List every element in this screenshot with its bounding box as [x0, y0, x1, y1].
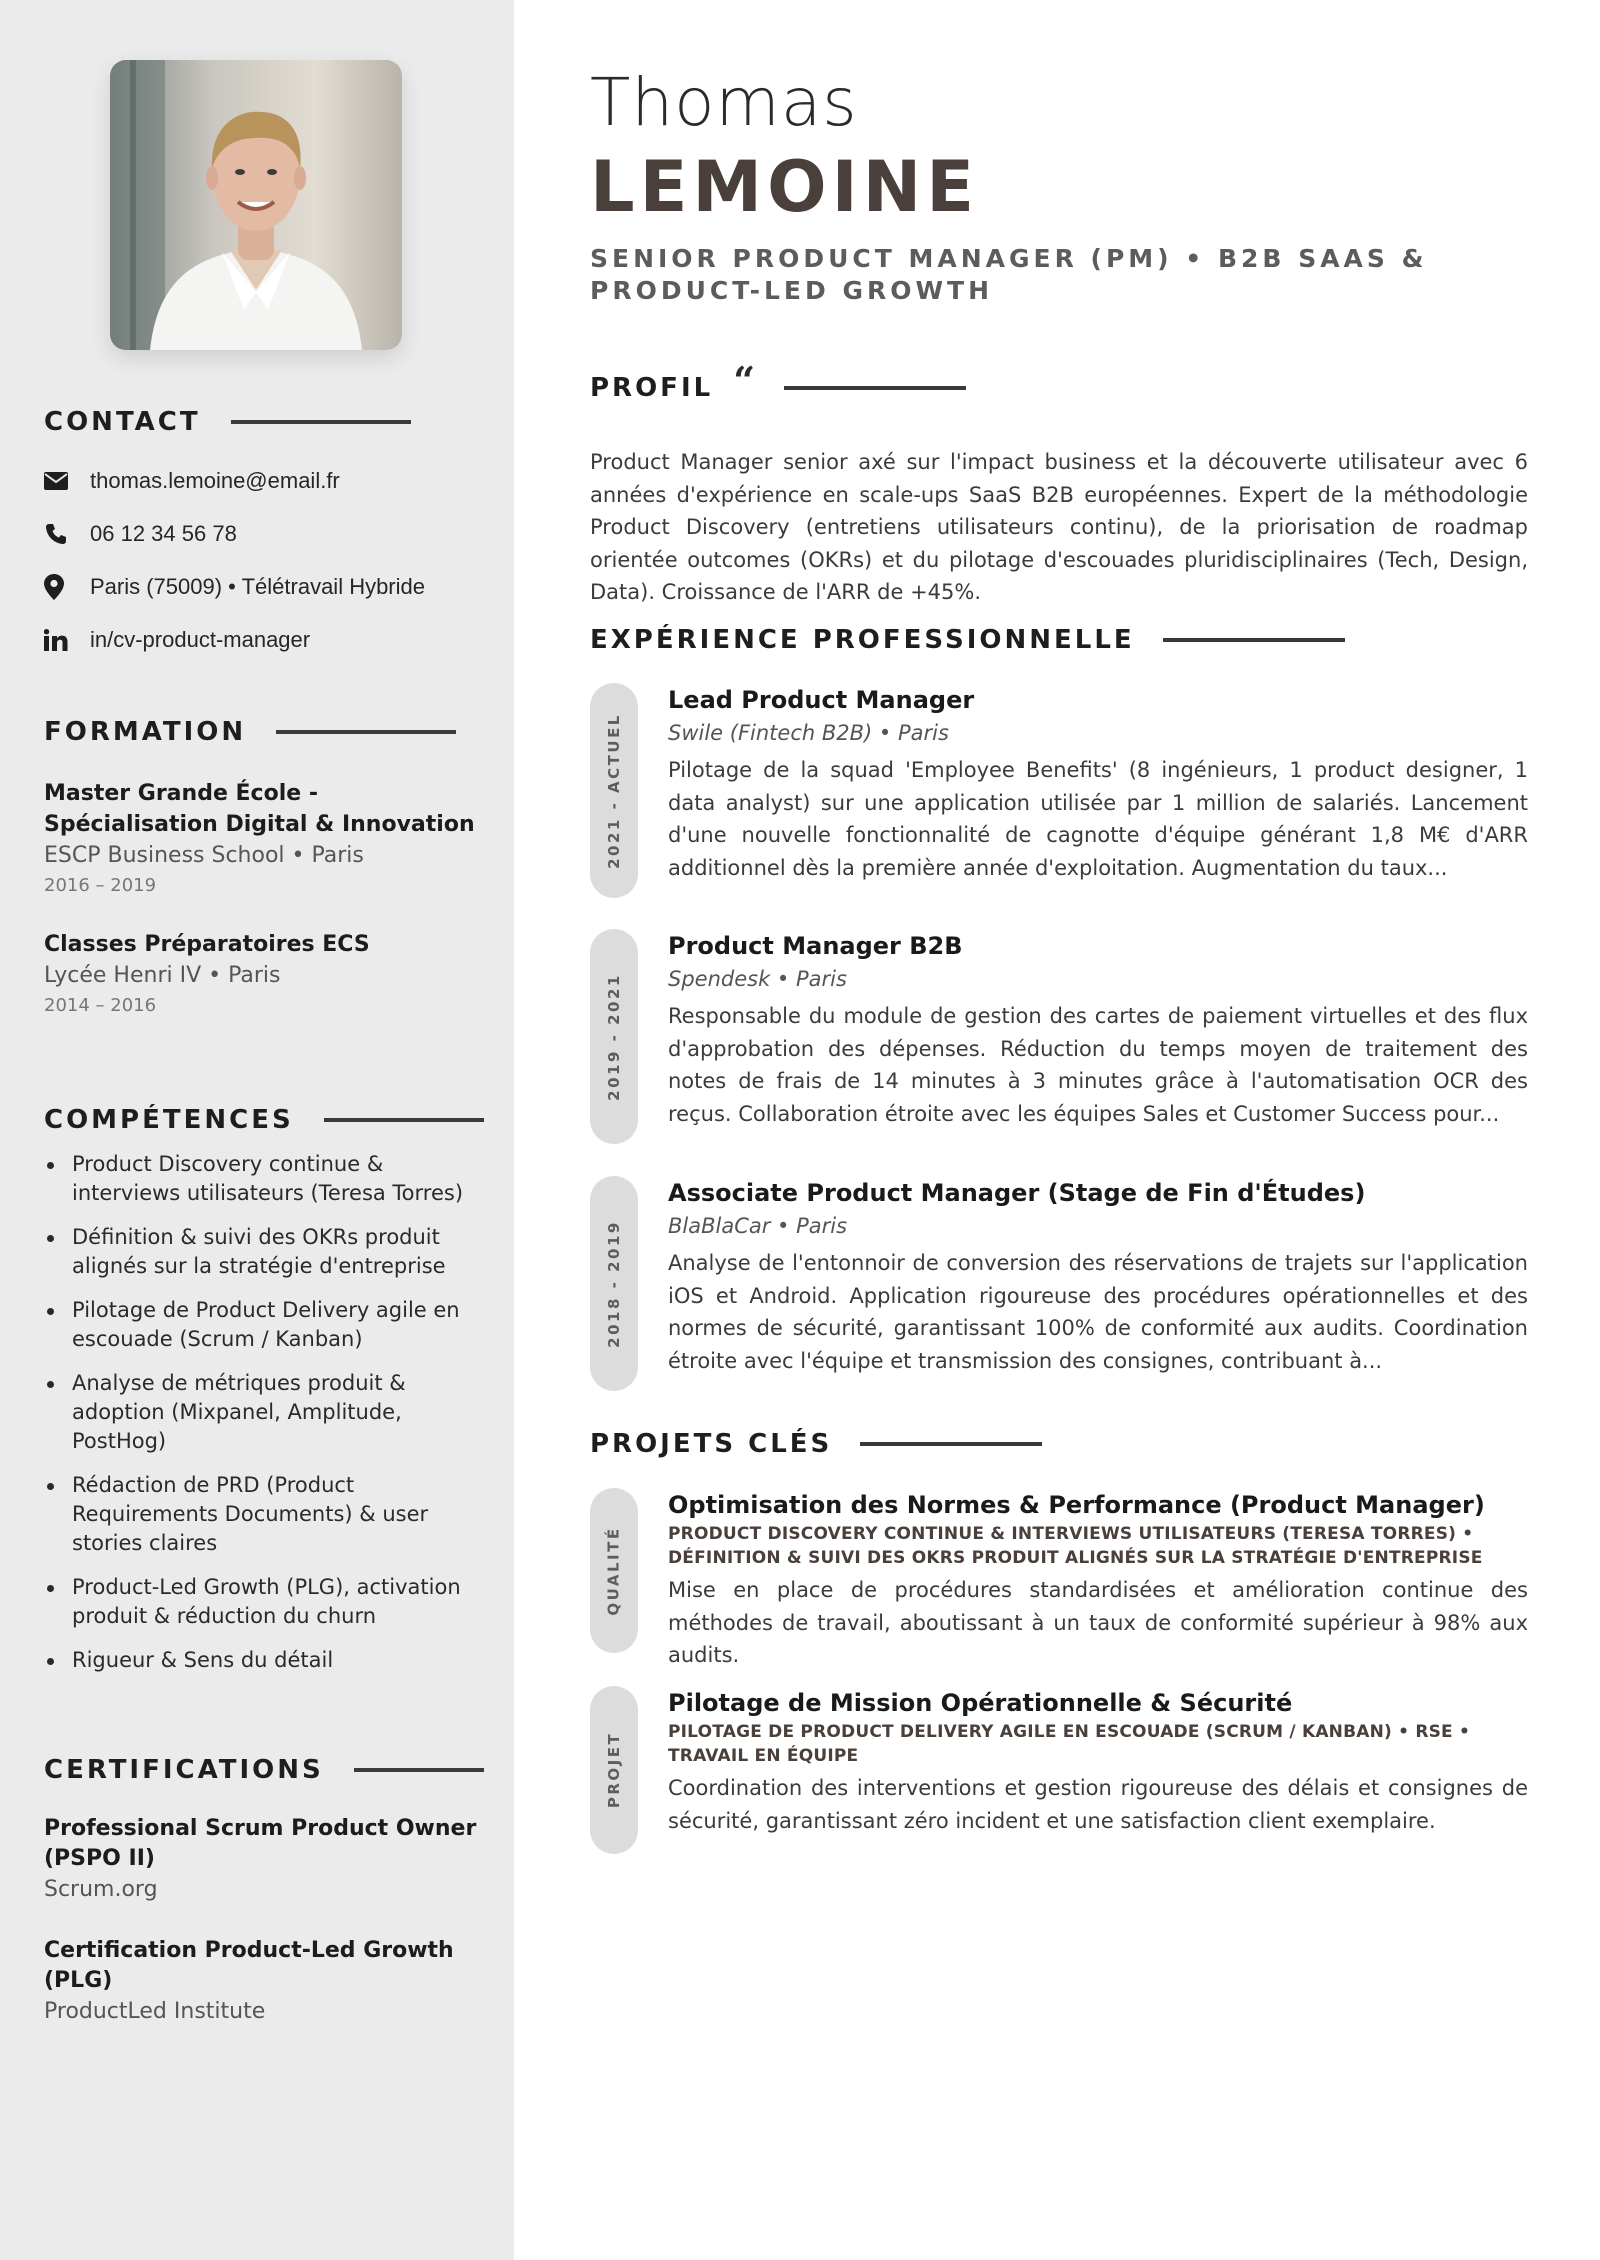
- education-item: [44, 778, 484, 901]
- company-name: BlaBlaCar • Paris: [668, 1214, 848, 1238]
- formation-heading-text: FORMATION: [44, 717, 247, 747]
- job-description: Responsable du module de gestion des cartes de paiement virtuelles et des flux d'approbation des dépenses. Réduction du temps moyen de traitement des notes de frais de 14 minutes à 3 minutes grâce à l'automatisation OCR des reçus. Collaboration étroite avec les équipes Sales et Customer Success pour...: [668, 1004, 1528, 1126]
- contact-email[interactable]: [44, 454, 484, 507]
- heading-rule: [231, 420, 411, 424]
- certifications-section: [44, 1750, 484, 2058]
- heading-rule: [784, 386, 966, 390]
- certification-title: Professional Scrum Product Owner (PSPO II): [44, 1816, 477, 1871]
- projects-heading-text: PROJETS CLÉS: [590, 1429, 833, 1459]
- quote-icon: “: [733, 357, 759, 403]
- period-label: 2021 - ACTUEL: [605, 712, 624, 869]
- project-keywords: PRODUCT DISCOVERY CONTINUE & INTERVIEWS UTILISATEURS (TERESA TORRES) • DÉFINITION & SUIVI DES OKRS PRODUIT ALIGNÉS SUR LA STRATÉGIE D'ENTREPRISE: [668, 1524, 1483, 1568]
- heading-rule: [276, 730, 456, 734]
- project-tag-pill: [590, 1488, 638, 1653]
- phone-icon: [44, 522, 90, 546]
- skill-item: Product-Led Growth (PLG), activation produit & réduction du churn: [44, 1573, 484, 1631]
- certifications-heading-text: CERTIFICATIONS: [44, 1755, 324, 1785]
- job-title: SENIOR PRODUCT MANAGER (PM) • B2B SAAS & PRODUCT-LED GROWTH: [590, 244, 1428, 305]
- formation-section: [44, 712, 484, 1049]
- skill-item: Product Discovery continue & interviews utilisateurs (Teresa Torres): [44, 1150, 484, 1208]
- envelope-icon: [44, 472, 90, 490]
- certification-org: ProductLed Institute: [44, 1999, 266, 2024]
- project-tag-pill: [590, 1686, 638, 1854]
- experience-item: [590, 683, 1530, 898]
- contact-location: [44, 560, 484, 613]
- education-item: [44, 929, 484, 1021]
- certification-org: Scrum.org: [44, 1877, 158, 1902]
- heading-rule: [860, 1442, 1042, 1446]
- profile-heading: [590, 357, 966, 410]
- certification-item: [44, 1814, 484, 1906]
- skills-heading: [44, 1100, 484, 1140]
- skill-item: Analyse de métriques produit & adoption (Mixpanel, Amplitude, PostHog): [44, 1369, 484, 1456]
- education-title: Master Grande École - Spécialisation Digital & Innovation: [44, 781, 475, 837]
- project-item: [590, 1686, 1530, 1854]
- skill-item: Pilotage de Product Delivery agile en escouade (Scrum / Kanban): [44, 1296, 484, 1354]
- period-pill: [590, 929, 638, 1144]
- email-text[interactable]: thomas.lemoine@email.fr: [90, 467, 340, 493]
- profile-summary: Product Manager senior axé sur l'impact business et la découverte utilisateur avec 6 années d'expérience en scale-ups SaaS B2B européennes. Expert de la méthodologie Product Discovery (entretiens utilisateurs continu), de la priorisation de roadmap orientée outcomes (OKRs) et du pilotage d'escouades pluridisciplinaires (Tech, Design, Data). Croissance de l'ARR de +45%.: [590, 450, 1528, 604]
- company-name: Spendesk • Paris: [668, 967, 847, 991]
- heading-rule: [354, 1768, 484, 1772]
- period-pill: [590, 683, 638, 898]
- experience-heading-text: EXPÉRIENCE PROFESSIONNELLE: [590, 625, 1135, 655]
- project-tag: PROJET: [605, 1731, 624, 1809]
- project-title: Optimisation des Normes & Performance (Product Manager): [668, 1491, 1485, 1519]
- experience-item: [590, 1176, 1530, 1391]
- sidebar: [0, 0, 514, 2260]
- project-description: Mise en place de procédures standardisées et amélioration continue des méthodes de travail, aboutissant à un taux de conformité supérieur à 98% aux audits.: [668, 1578, 1528, 1667]
- contact-linkedin[interactable]: [44, 613, 484, 666]
- certification-title: Certification Product-Led Growth (PLG): [44, 1938, 454, 1993]
- education-title: Classes Préparatoires ECS: [44, 932, 370, 957]
- skills-heading-text: COMPÉTENCES: [44, 1105, 294, 1135]
- period-label: 2018 - 2019: [605, 1219, 624, 1348]
- job-role: Lead Product Manager: [668, 686, 975, 714]
- first-name: Thomas: [590, 64, 858, 141]
- job-description: Analyse de l'entonnoir de conversion des réservations de trajets sur l'application iOS et Android. Application rigoureuse des procédures opérationnelles et des normes de sécurité, garantissant 100% de conformité aux audits. Coordination étroite avec l'équipe et transmission des consignes, contribuant à...: [668, 1251, 1528, 1373]
- skill-item: Rédaction de PRD (Product Requirements Documents) & user stories claires: [44, 1471, 484, 1558]
- heading-rule: [324, 1118, 484, 1122]
- experience-item: [590, 929, 1530, 1144]
- project-description: Coordination des interventions et gestion rigoureuse des délais et consignes de sécurité, garantissant zéro incident et une satisfaction client exemplaire.: [668, 1776, 1528, 1833]
- project-tag: QUALITÉ: [605, 1525, 624, 1616]
- heading-rule: [1163, 638, 1345, 642]
- job-role: Associate Product Manager (Stage de Fin d'Études): [668, 1179, 1366, 1207]
- certifications-heading: [44, 1750, 484, 1790]
- profile-photo: [110, 60, 402, 350]
- skills-section: [44, 1100, 484, 1690]
- project-item: [590, 1488, 1530, 1667]
- job-role: Product Manager B2B: [668, 932, 963, 960]
- contact-heading: [44, 402, 484, 442]
- projects-heading: [590, 1422, 1042, 1466]
- contact-section: [44, 402, 484, 666]
- contact-phone[interactable]: [44, 507, 484, 560]
- skills-list: [44, 1150, 484, 1675]
- experience-heading: [590, 618, 1345, 662]
- linkedin-icon: [44, 629, 90, 651]
- location-text: Paris (75009) • Télétravail Hybride: [90, 573, 425, 599]
- education-school: ESCP Business School • Paris: [44, 843, 364, 868]
- period-label: 2019 - 2021: [605, 972, 624, 1101]
- education-school: Lycée Henri IV • Paris: [44, 963, 281, 988]
- profile-heading-text: PROFIL: [590, 373, 714, 403]
- education-dates: 2016 – 2019: [44, 875, 157, 896]
- project-keywords: PILOTAGE DE PRODUCT DELIVERY AGILE EN ESCOUADE (SCRUM / KANBAN) • RSE • TRAVAIL EN ÉQUIPE: [668, 1722, 1471, 1766]
- location-pin-icon: [44, 574, 90, 600]
- skill-item: Définition & suivi des OKRs produit alignés sur la stratégie d'entreprise: [44, 1223, 484, 1281]
- company-name: Swile (Fintech B2B) • Paris: [668, 721, 949, 745]
- phone-text[interactable]: 06 12 34 56 78: [90, 520, 237, 546]
- project-title: Pilotage de Mission Opérationnelle & Sécurité: [668, 1689, 1293, 1717]
- certification-item: [44, 1936, 484, 2028]
- period-pill: [590, 1176, 638, 1391]
- contact-heading-text: CONTACT: [44, 407, 201, 437]
- linkedin-text[interactable]: in/cv-product-manager: [90, 626, 311, 652]
- last-name: LEMOINE: [590, 146, 980, 228]
- job-description: Pilotage de la squad 'Employee Benefits' (8 ingénieurs, 1 product designer, 1 data analyst) sur une application utilisée par 1 million de salariés. Lancement d'une nouvelle fonctionnalité de cagnotte d'équipe générant 1,8 M€ d'ARR additionnel dès la première année d'exploitation. Augmentation du taux...: [668, 758, 1528, 880]
- skill-item: Rigueur & Sens du détail: [44, 1646, 484, 1675]
- education-dates: 2014 – 2016: [44, 995, 157, 1016]
- formation-heading: [44, 712, 484, 752]
